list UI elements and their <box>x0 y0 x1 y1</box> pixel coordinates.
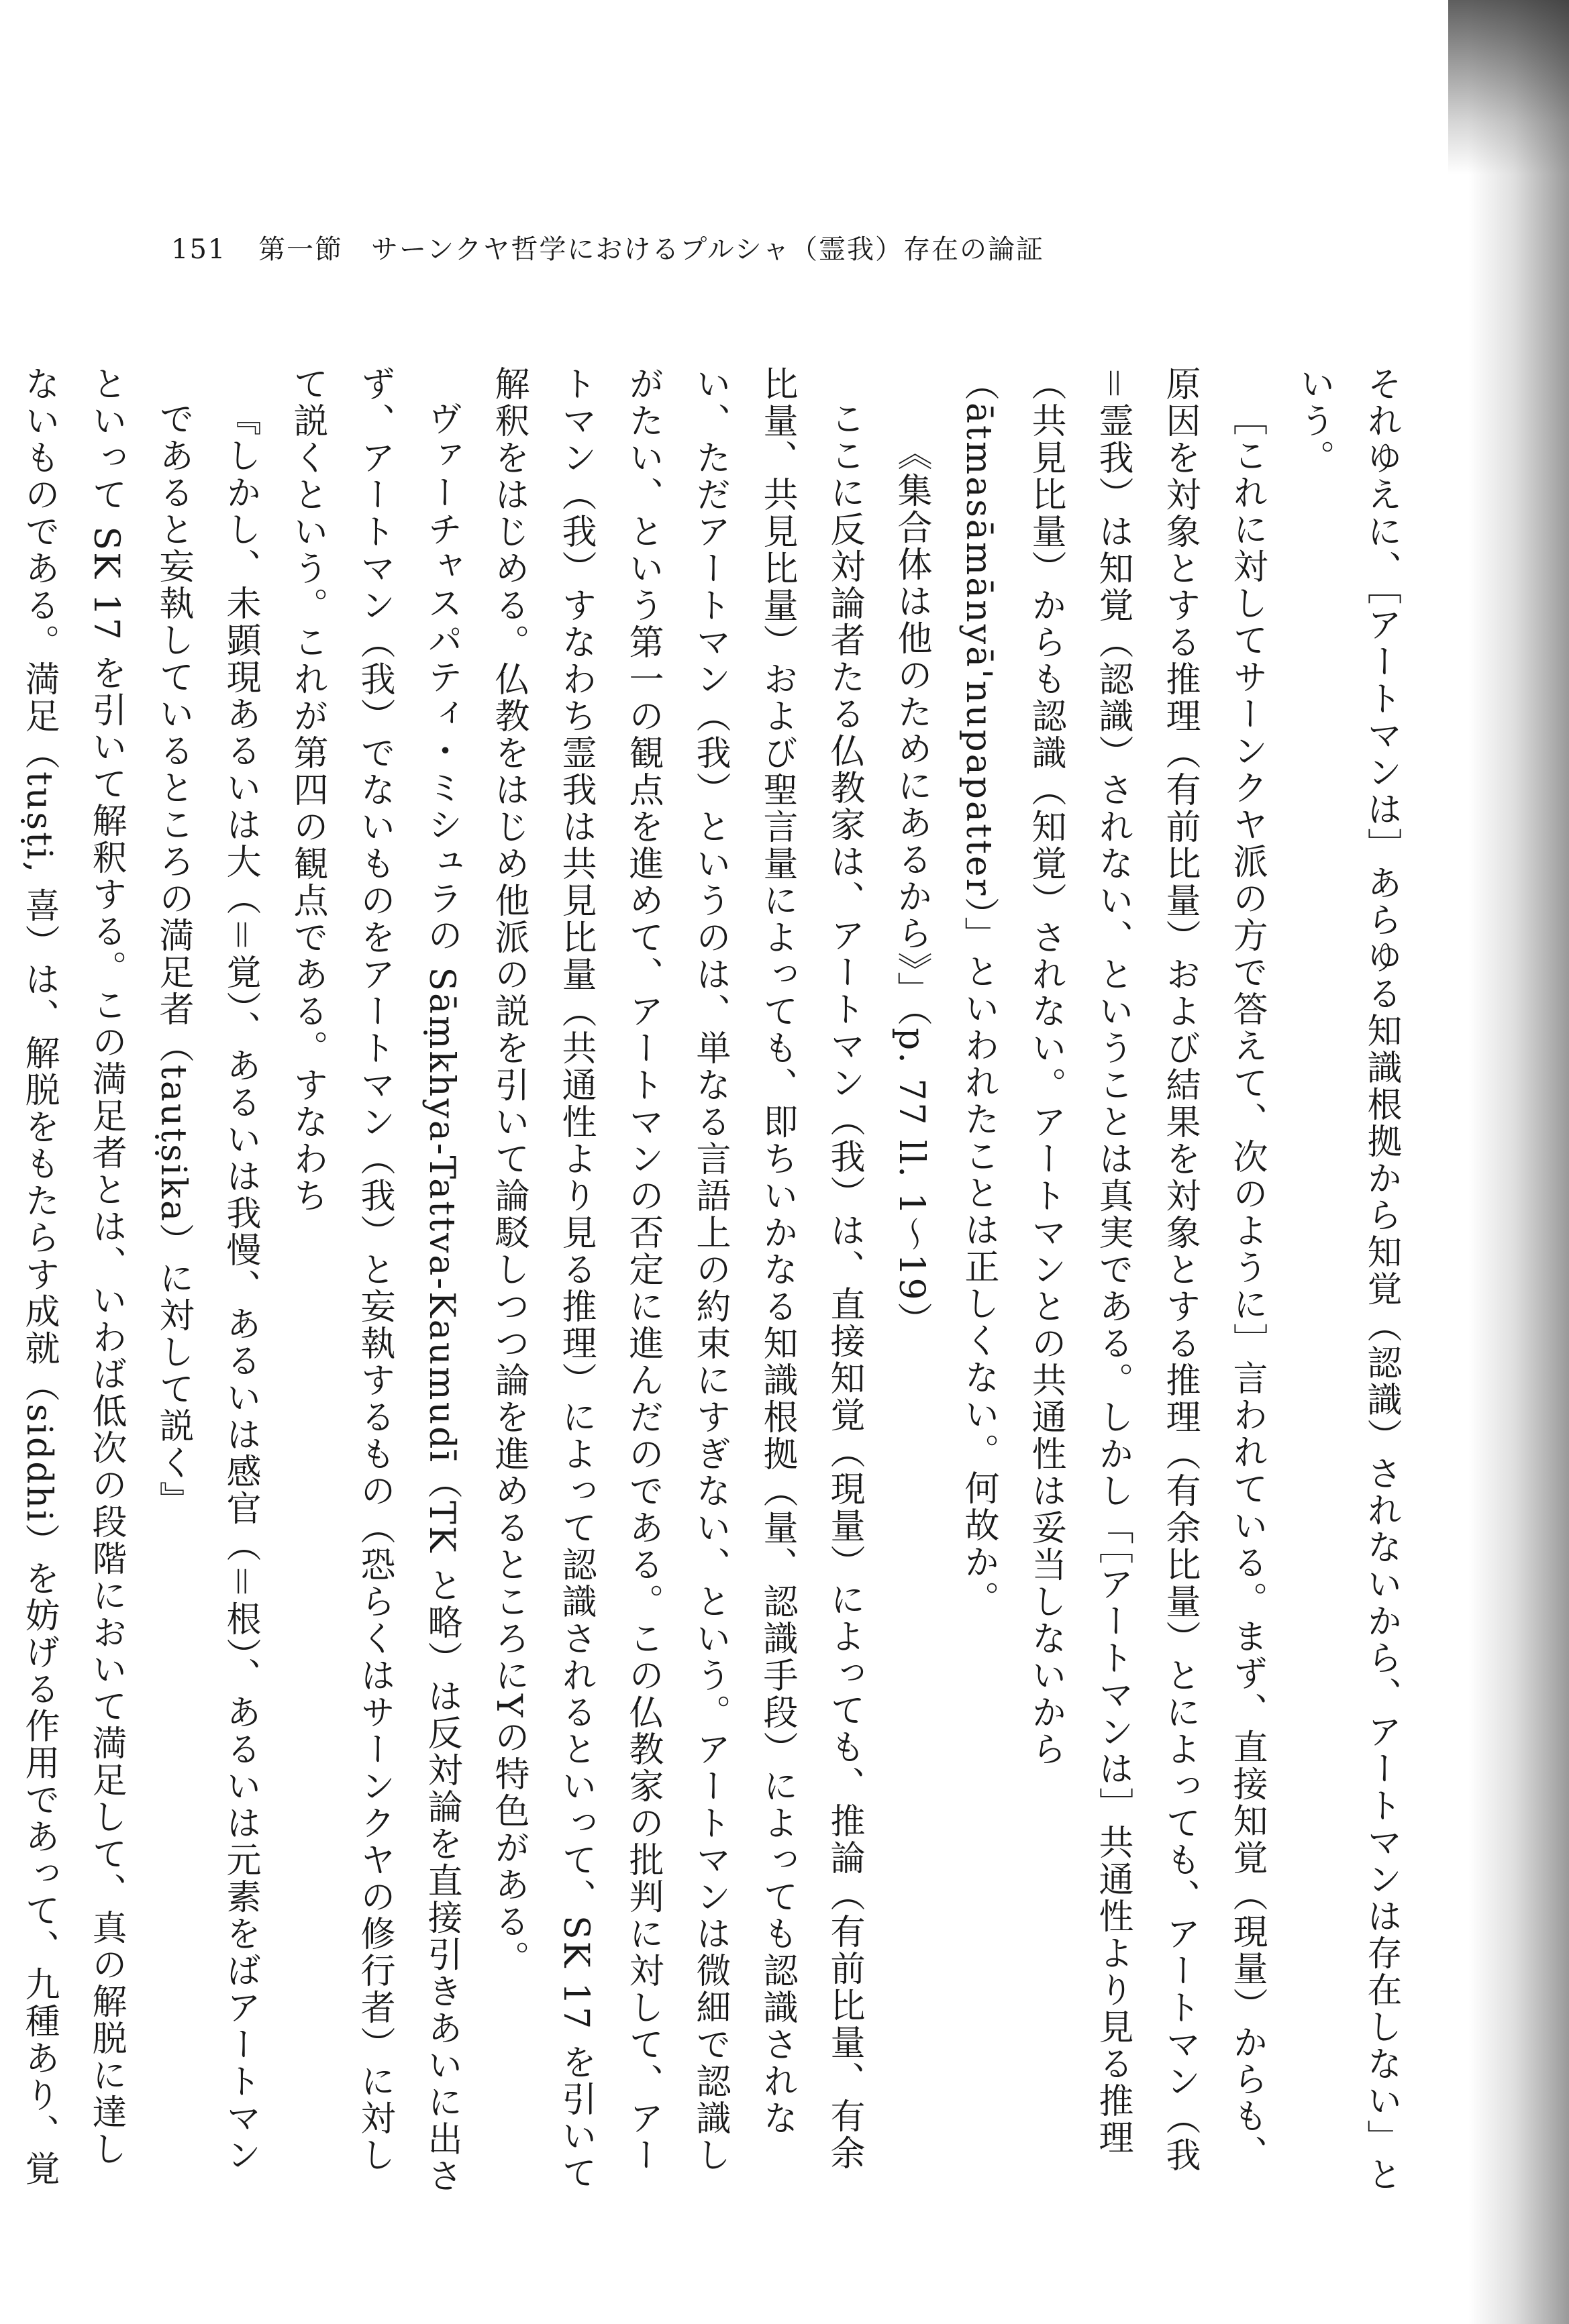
scan-corner-shadow <box>1448 0 1569 174</box>
paragraph-5: といって SK 17 を引いて解釈する。この満足者とは、いわば低次の段階において満足して、真の解脱に達しないものである。満足（tuṣṭi, 喜）は、解脱をもたらす成就（siddhi）を妨げる作用であって、九種あり、覚 <box>19 366 126 2188</box>
paragraph-2: ［これに対してサーンクヤ派の方で答えて、次のように］言われている。まず、直接知覚（現量）からも、原因を対象とする推理（有前比量）および結果を対象とする推理（有余比量）とによっても、アートマン（我＝霊我）は知覚（認識）されない、ということは真実である。しかし「［アートマンは］共通性より見る推理（共見比量）からも認識（知覚）されない。アートマンとの共通性は妥当しないから（ātmasāmānyā'nupapatter）」といわれたことは正しくない。何故か。 <box>958 366 1267 2174</box>
running-header <box>171 228 1044 266</box>
quoted-passage: 『しかし、未顕現あるいは大（＝覚）、あるいは我慢、あるいは感官（＝根）、あるいは元素をばアートマンであると妄執しているところの満足者（tauṭṣika）に対して説く』 <box>153 401 260 2174</box>
section-title: 第一節 サーンクヤ哲学におけるプルシャ（霊我）存在の論証 <box>258 234 1044 265</box>
scan-page-edge-shadow <box>1468 0 1569 2324</box>
page-number: 151 <box>171 234 227 265</box>
paragraph-4: ヴァーチャスパティ・ミシュラの Sāṃkhya-Tattva-Kaumudī（TK と略）は反対論を直接引きあいに出さず、アートマン（我）でないものをアートマン（我）と妄執するもの（恐らくはサーンクヤの修行者）に対して説くという。これが第四の観点である。すなわち <box>287 366 462 2195</box>
body-text <box>19 366 1415 2204</box>
paragraph-3: ここに反対論者たる仏教家は、アートマン（我）は、直接知覚（現量）によっても、推論（有前比量、有余比量、共見比量）および聖言量によっても、即ちいかなる知識根拠（量、認識手段）によっても認識されない、ただアートマン（我）というのは、単なる言語上の約束にすぎない、という。アートマンは微細で認識しがたい、という第一の観点を進めて、アートマンの否定に進んだのである。この仏教家の批判に対して、アートマン（我）すなわち霊我は共見比量（共通性より見る推理）によって認識されるといって、SK 17 を引いて解釈をはじめる。仏教をはじめ他派の説を引いて論駁しつつ論を進めるところにYの特色がある。 <box>489 366 864 2192</box>
quoted-verse: 《集合体は他のためにあるから》」（p. 77 ll. 1〜19） <box>891 435 931 1339</box>
paragraph-1: それゆえに、［アートマンは］あらゆる知識根拠から知覚（認識）されないから、アートマンは存在しない」という。 <box>1294 366 1401 2193</box>
